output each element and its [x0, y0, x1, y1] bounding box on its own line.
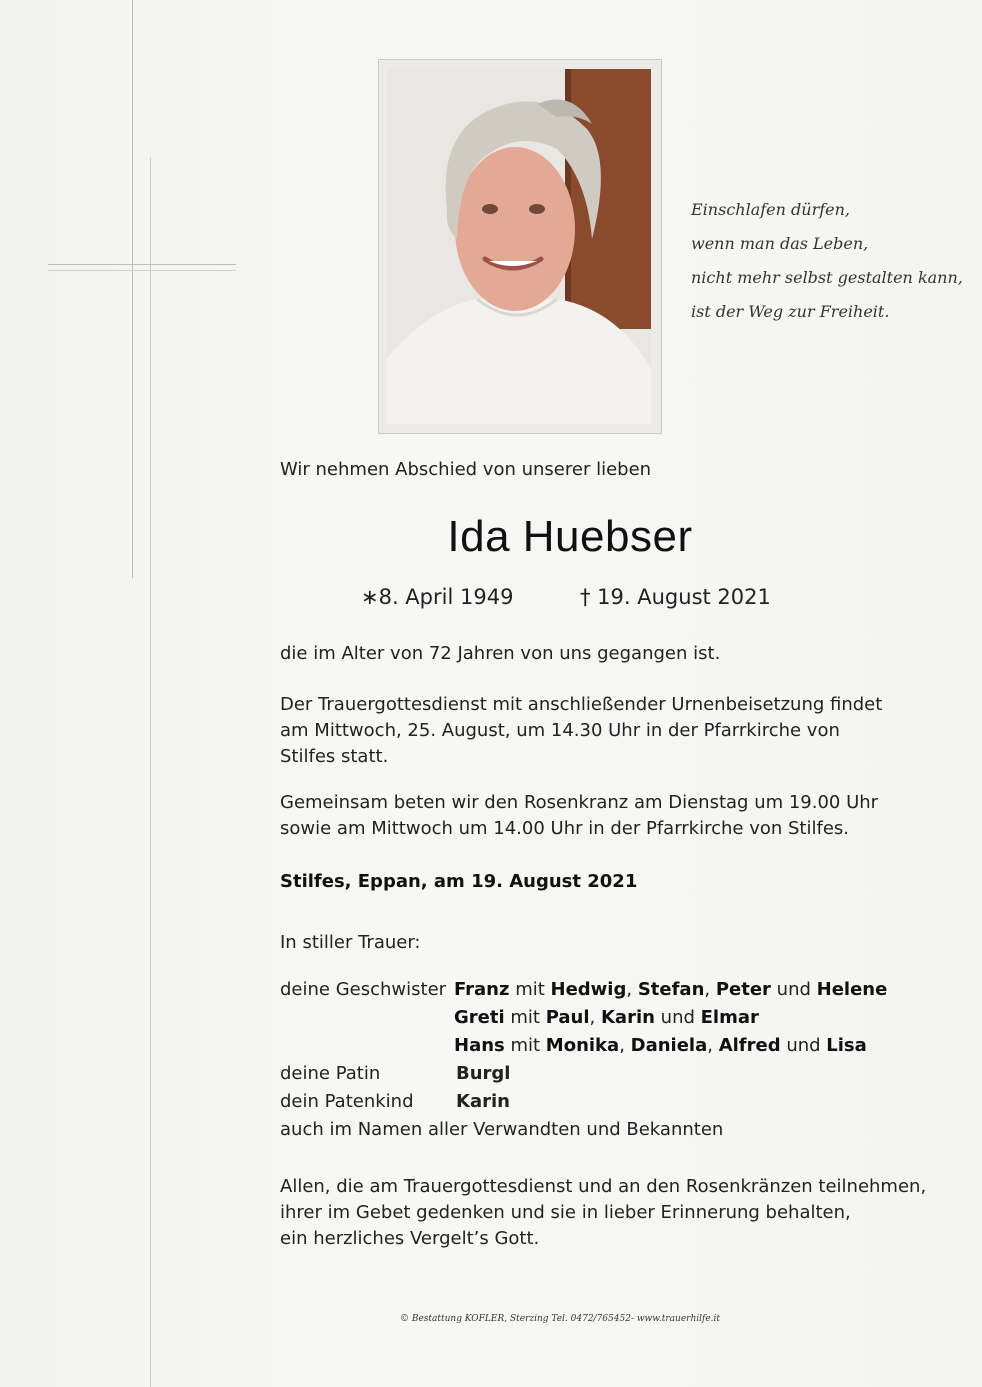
connector: mit	[504, 1035, 546, 1056]
family-name: Hans	[454, 1035, 505, 1056]
connector: und	[654, 1007, 701, 1028]
family-name: Monika	[545, 1035, 620, 1056]
family-name: Paul	[545, 1007, 590, 1028]
connector: ,	[704, 979, 716, 1000]
connector: ,	[707, 1035, 719, 1056]
family-name: Franz	[454, 979, 510, 1000]
quote-line: ist der Weg zur Freiheit.	[691, 302, 890, 321]
godchild-label: dein Patenkind	[280, 1091, 414, 1112]
siblings-row-1	[454, 979, 887, 1000]
portrait-photo	[387, 69, 651, 424]
family-name: Greti	[454, 1007, 505, 1028]
family-name: Helene	[816, 979, 888, 1000]
cross-beam-lower	[48, 270, 236, 271]
deceased-name: Ida Huebser	[447, 512, 693, 561]
memorial-quote	[691, 193, 971, 329]
thanks-line: Allen, die am Trauergottesdienst und an den Rosenkränzen teilnehmen,	[280, 1176, 927, 1197]
connector: mit	[504, 1007, 546, 1028]
place-date: Stilfes, Eppan, am 19. August 2021	[280, 871, 638, 892]
connector: und	[780, 1035, 827, 1056]
siblings-row-3	[454, 1035, 867, 1056]
rosary-paragraph	[280, 790, 878, 842]
family-name: Elmar	[700, 1007, 759, 1028]
left-vertical-line	[132, 0, 133, 578]
service-line: Der Trauergottesdienst mit anschließender Urnenbeisetzung findet	[280, 694, 883, 715]
thanks-line: ihrer im Gebet gedenken und sie in lieber Erinnerung behalten,	[280, 1202, 851, 1223]
death-date: † 19. August 2021	[580, 585, 771, 609]
connector: mit	[509, 979, 551, 1000]
service-line: am Mittwoch, 25. August, um 14.30 Uhr in der Pfarrkirche von	[280, 720, 840, 741]
family-name: Daniela	[630, 1035, 708, 1056]
connector: ,	[626, 979, 638, 1000]
connector: und	[770, 979, 817, 1000]
family-name: Alfred	[718, 1035, 781, 1056]
connector: ,	[589, 1007, 601, 1028]
relatives-line: auch im Namen aller Verwandten und Bekannten	[280, 1119, 724, 1140]
quote-line: wenn man das Leben,	[691, 234, 869, 253]
thanks-paragraph	[280, 1174, 926, 1252]
godchild-name: Karin	[456, 1091, 510, 1112]
portrait-illustration	[387, 69, 651, 424]
thanks-line: ein herzliches Vergelt’s Gott.	[280, 1228, 540, 1249]
connector: ,	[619, 1035, 631, 1056]
intro-text: Wir nehmen Abschied von unserer lieben	[280, 459, 652, 480]
siblings-row-2	[454, 1007, 759, 1028]
godmother-name: Burgl	[456, 1063, 511, 1084]
service-line: Stilfes statt.	[280, 746, 389, 767]
rosary-line: Gemeinsam beten wir den Rosenkranz am Dienstag um 19.00 Uhr	[280, 792, 879, 813]
portrait-frame	[378, 59, 662, 434]
rosary-line: sowie am Mittwoch um 14.00 Uhr in der Pfarrkirche von Stilfes.	[280, 818, 850, 839]
mourning-header: In stiller Trauer:	[280, 932, 421, 953]
siblings-label: deine Geschwister	[280, 979, 447, 1000]
family-name: Karin	[600, 1007, 655, 1028]
family-name: Peter	[715, 979, 771, 1000]
family-name: Lisa	[826, 1035, 867, 1056]
godmother-label: deine Patin	[280, 1063, 381, 1084]
quote-line: Einschlafen dürfen,	[691, 200, 850, 219]
family-name: Hedwig	[550, 979, 627, 1000]
cross-beam-upper	[48, 264, 236, 265]
birth-date: ∗8. April 1949	[361, 585, 514, 609]
service-paragraph	[280, 692, 882, 770]
right-vertical-line	[150, 158, 151, 1387]
age-line: die im Alter von 72 Jahren von uns gegangen ist.	[280, 643, 721, 664]
quote-line: nicht mehr selbst gestalten kann,	[691, 268, 963, 287]
family-name: Stefan	[637, 979, 705, 1000]
footer-credit: © Bestattung KOFLER, Sterzing Tel. 0472/765452- www.trauerhilfe.it	[399, 1314, 721, 1324]
